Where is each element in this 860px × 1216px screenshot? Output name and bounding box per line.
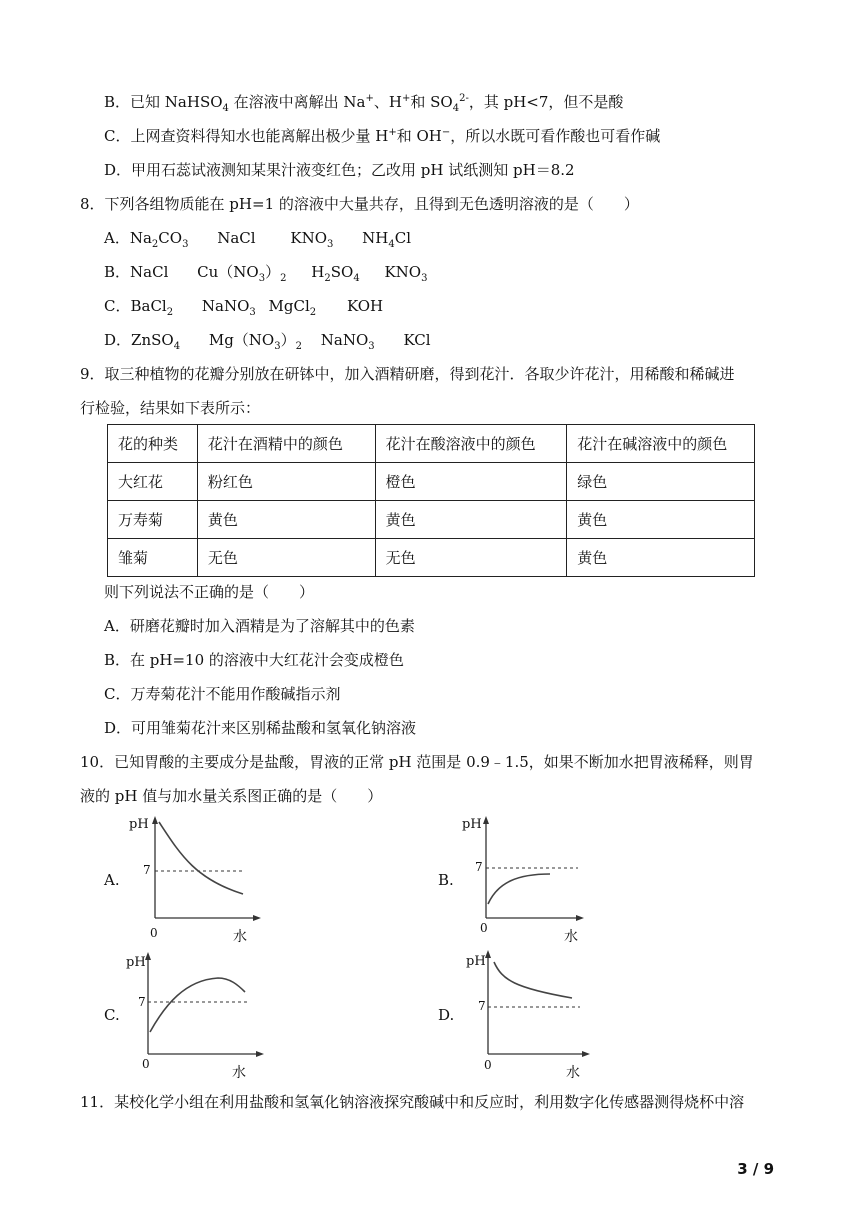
table-header-cell: 花的种类 — [108, 425, 198, 463]
table-cell: 雏菊 — [108, 539, 198, 577]
graph-b — [458, 814, 588, 944]
table-cell: 万寿菊 — [108, 501, 198, 539]
table-row — [108, 539, 755, 577]
table-cell: 黄色 — [197, 501, 375, 539]
q9-option-a: A．研磨花瓣时加入酒精是为了溶解其中的色素 — [104, 617, 415, 635]
q9-option-d: D．可用雏菊花汁来区别稀盐酸和氢氧化钠溶液 — [104, 719, 417, 737]
table-cell: 黄色 — [375, 501, 567, 539]
table-header-cell: 花汁在酸溶液中的颜色 — [375, 425, 567, 463]
table-header-cell: 花汁在碱溶液中的颜色 — [567, 425, 755, 463]
graph-d-y-label: pH — [466, 954, 486, 969]
q8-stem: 8．下列各组物质能在 pH=1 的溶液中大量共存，且得到无色透明溶液的是（ ） — [80, 195, 639, 213]
graph-b-label: B. — [438, 871, 454, 889]
graph-a — [125, 814, 265, 944]
q8-option-a: A．$Na_2CO_3$ NaCl $KNO_3$ $NH_4Cl$ — [104, 229, 412, 250]
graph-a-origin: 0 — [150, 926, 158, 940]
graph-c-ref-tick: 7 — [138, 995, 146, 1009]
table-row — [108, 463, 755, 501]
q9-ask: 则下列说法不正确的是（ ） — [104, 583, 315, 601]
graph-b-y-label: pH — [462, 817, 482, 832]
graph-b-x-label: 水 — [564, 929, 578, 945]
table-cell: 黄色 — [567, 501, 755, 539]
q9-option-b: B．在 pH=10 的溶液中大红花汁会变成橙色 — [104, 651, 404, 669]
page-number: 3 / 9 — [737, 1160, 774, 1178]
q7-option-d: D．甲用石蕊试液测知某果汁液变红色；乙改用 pH 试纸测知 pH＝8.2 — [104, 161, 575, 179]
q7-option-b: B．已知 NaHSO$_4$ 在溶液中离解出 Na+、H+和 $SO_4^{2-}$，其 pH<7，但不是酸 — [104, 93, 624, 114]
graph-d — [460, 948, 600, 1080]
graph-c-x-label: 水 — [232, 1065, 246, 1081]
table-cell: 大红花 — [108, 463, 198, 501]
graph-d-ref-tick: 7 — [478, 999, 486, 1013]
graph-c — [120, 950, 270, 1080]
q10-stem-line1: 10．已知胃酸的主要成分是盐酸，胃液的正常 pH 范围是 0.9﹣1.5，如果不断加水把胃液稀释，则胃 — [80, 753, 754, 771]
graph-a-ref-tick: 7 — [143, 863, 151, 877]
q9-option-c: C．万寿菊花汁不能用作酸碱指示剂 — [104, 685, 341, 703]
table-header-row — [108, 425, 755, 463]
q11-stem: 11．某校化学小组在利用盐酸和氢氧化钠溶液探究酸碱中和反应时，利用数字化传感器测得烧杯中溶 — [80, 1093, 745, 1111]
graph-a-y-label: pH — [129, 817, 149, 832]
q8-option-d: D．ZnSO$_4$ $Mg(NO_3)_2$ NaNO$_3$ KCl — [104, 331, 431, 352]
table-cell: 黄色 — [567, 539, 755, 577]
graph-d-origin: 0 — [484, 1058, 492, 1072]
table-cell: 粉红色 — [197, 463, 375, 501]
graph-c-y-label: pH — [126, 955, 146, 970]
graph-b-ref-tick: 7 — [475, 860, 483, 874]
graph-b-origin: 0 — [480, 921, 488, 935]
table-header-cell: 花汁在酒精中的颜色 — [197, 425, 375, 463]
flower-indicator-table — [107, 424, 755, 577]
graph-d-label: D. — [438, 1006, 455, 1024]
table-cell: 无色 — [375, 539, 567, 577]
q8-option-b: B．NaCl $Cu(NO_3)_2$ $H_2SO_4$ $KNO_3$ — [104, 263, 428, 284]
q10-stem-line2: 液的 pH 值与加水量关系图正确的是（ ） — [80, 787, 383, 805]
q9-stem-line2: 行检验，结果如下表所示： — [80, 399, 261, 417]
table-cell: 橙色 — [375, 463, 567, 501]
graph-c-origin: 0 — [142, 1057, 150, 1071]
q7-option-c: C．上网查资料得知水也能离解出极少量 H+和 OH−，所以水既可看作酸也可看作碱 — [104, 127, 661, 145]
table-cell: 绿色 — [567, 463, 755, 501]
q9-stem-line1: 9．取三种植物的花瓣分别放在研钵中，加入酒精研磨，得到花汁．各取少许花汁，用稀酸和稀碱进 — [80, 365, 735, 383]
table-cell: 无色 — [197, 539, 375, 577]
graph-a-label: A. — [104, 871, 120, 889]
q8-option-c: C．BaCl$_2$ NaNO$_3$ MgCl$_2$ KOH — [104, 297, 384, 318]
graph-d-x-label: 水 — [566, 1065, 580, 1081]
graph-c-label: C. — [104, 1006, 120, 1024]
graph-a-x-label: 水 — [233, 929, 247, 945]
table-row — [108, 501, 755, 539]
